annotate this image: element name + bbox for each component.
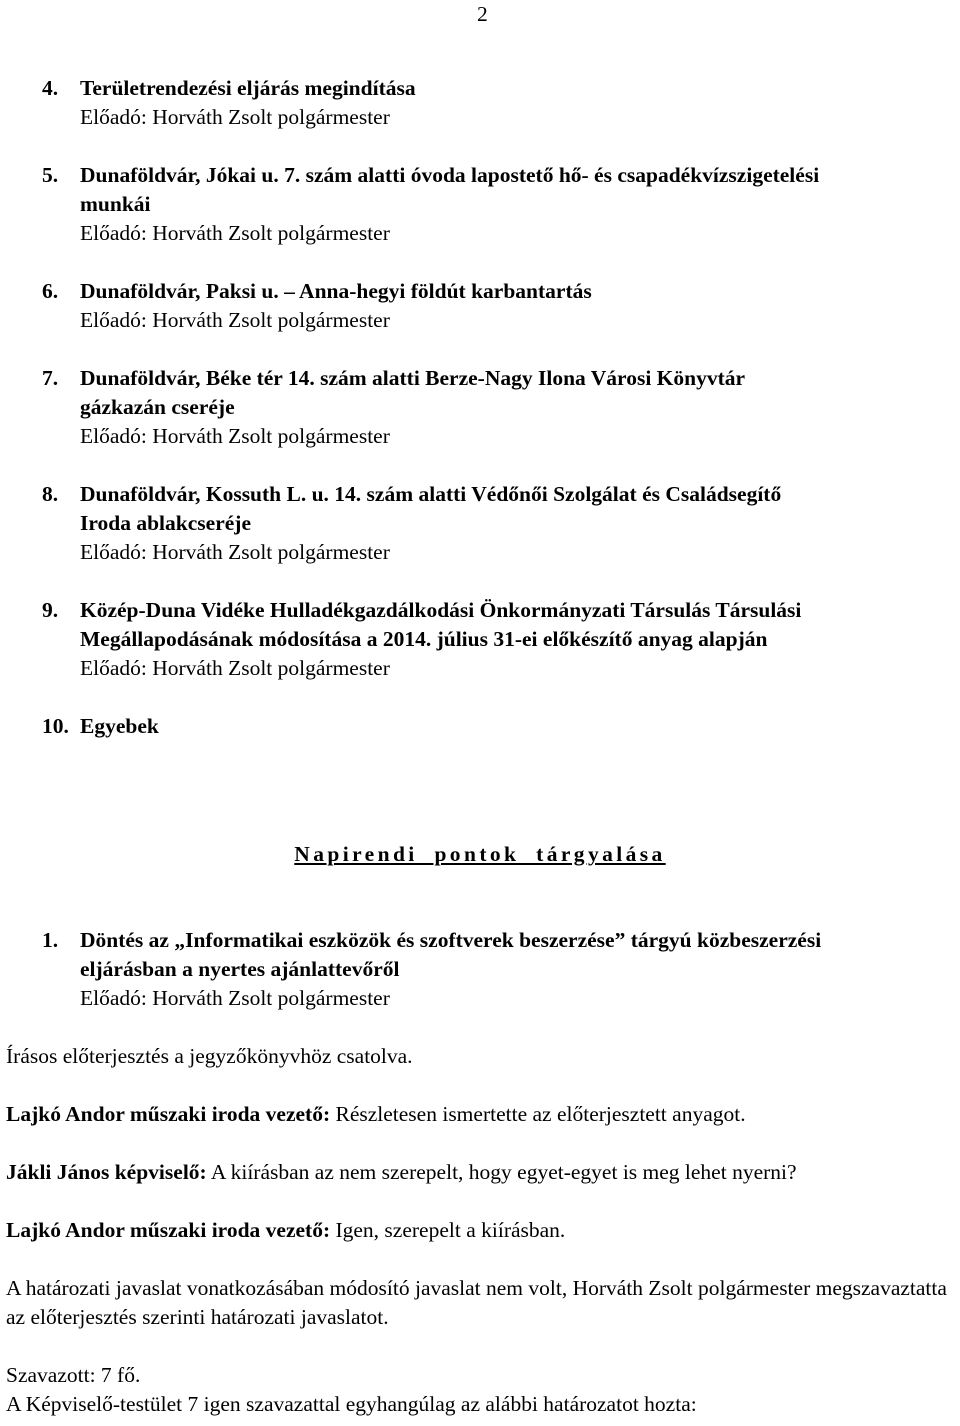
vote-count: Szavazott: 7 fő.: [6, 1363, 141, 1387]
discussion-item-number: 1.: [42, 928, 59, 952]
speaker-name: Lajkó Andor műszaki iroda vezető:: [6, 1102, 331, 1126]
paragraph: [6, 1158, 960, 1187]
agenda-item: [42, 277, 960, 335]
paragraph: [6, 1216, 960, 1245]
agenda-item: [42, 161, 960, 248]
discussion-item: [42, 926, 960, 1013]
paragraph: [6, 1042, 960, 1071]
discussion-item-title: Döntés az „Informatikai eszközök és szoftverek beszerzése” tárgyú közbeszerzési eljárásban a nyertes ajánlattevőről: [80, 928, 822, 981]
agenda-item-title: Dunaföldvár, Jókai u. 7. szám alatti óvoda lapostető hő- és csapadékvízszigetelési munkái: [80, 163, 820, 216]
decision-intro: A Képviselő-testület 7 igen szavazattal egyhangúlag az alábbi határozatot hozta:: [6, 1392, 697, 1416]
agenda-item-presenter: Előadó: Horváth Zsolt polgármester: [80, 424, 390, 448]
paragraph-text: Írásos előterjesztés a jegyzőkönyvhöz csatolva.: [6, 1044, 413, 1068]
agenda-item: [42, 74, 960, 132]
section-title: Napirendi pontok tárgyalása: [294, 842, 666, 866]
paragraph-text: A kiírásban az nem szerepelt, hogy egyet-egyet is meg lehet nyerni?: [206, 1160, 797, 1184]
agenda-item: [42, 596, 960, 683]
agenda-item-presenter: Előadó: Horváth Zsolt polgármester: [80, 105, 390, 129]
agenda-item-number: 4.: [42, 76, 59, 100]
agenda-item-number: 5.: [42, 163, 59, 187]
paragraph-text: Igen, szerepelt a kiírásban.: [330, 1218, 566, 1242]
agenda-list: [42, 74, 960, 770]
agenda-item-title: Dunaföldvár, Kossuth L. u. 14. szám alatti Védőnői Szolgálat és Családsegítő Iroda ablakcseréje: [80, 482, 782, 535]
agenda-item-number: 9.: [42, 598, 59, 622]
agenda-item-number: 10.: [42, 714, 69, 738]
agenda-item-number: 7.: [42, 366, 59, 390]
paragraph: [6, 1100, 960, 1129]
agenda-item-number: 6.: [42, 279, 59, 303]
agenda-item-presenter: Előadó: Horváth Zsolt polgármester: [80, 308, 390, 332]
paragraph: [6, 1274, 960, 1332]
agenda-item: [42, 712, 960, 741]
speaker-name: Jákli János képviselő:: [6, 1160, 207, 1184]
agenda-item-presenter: Előadó: Horváth Zsolt polgármester: [80, 221, 390, 245]
agenda-item-title: Dunaföldvár, Paksi u. – Anna-hegyi földút karbantartás: [80, 279, 592, 303]
discussion-item-presenter: Előadó: Horváth Zsolt polgármester: [80, 986, 390, 1010]
agenda-item-presenter: Előadó: Horváth Zsolt polgármester: [80, 656, 390, 680]
agenda-item: [42, 480, 960, 567]
minutes-body: [6, 1042, 960, 1419]
page-number: 2: [477, 2, 488, 26]
agenda-item-title: Területrendezési eljárás megindítása: [80, 76, 416, 100]
agenda-item: [42, 364, 960, 451]
agenda-item-number: 8.: [42, 482, 59, 506]
agenda-item-title: Egyebek: [80, 714, 159, 738]
paragraph-text: A határozati javaslat vonatkozásában módosító javaslat nem volt, Horváth Zsolt polgármester megszavaztatta az előterjesztés szerinti határozati javaslatot.: [6, 1276, 947, 1329]
agenda-item-presenter: Előadó: Horváth Zsolt polgármester: [80, 540, 390, 564]
paragraph-text: Részletesen ismertette az előterjesztett anyagot.: [330, 1102, 746, 1126]
agenda-item-title: Dunaföldvár, Béke tér 14. szám alatti Berze-Nagy Ilona Városi Könyvtár gázkazán cseréje: [80, 366, 746, 419]
speaker-name: Lajkó Andor műszaki iroda vezető:: [6, 1218, 331, 1242]
agenda-item-title: Közép-Duna Vidéke Hulladékgazdálkodási Önkormányzati Társulás Társulási Megállapodásának módosítása a 2014. július 31-ei előkészítő anyag alapján: [80, 598, 802, 651]
